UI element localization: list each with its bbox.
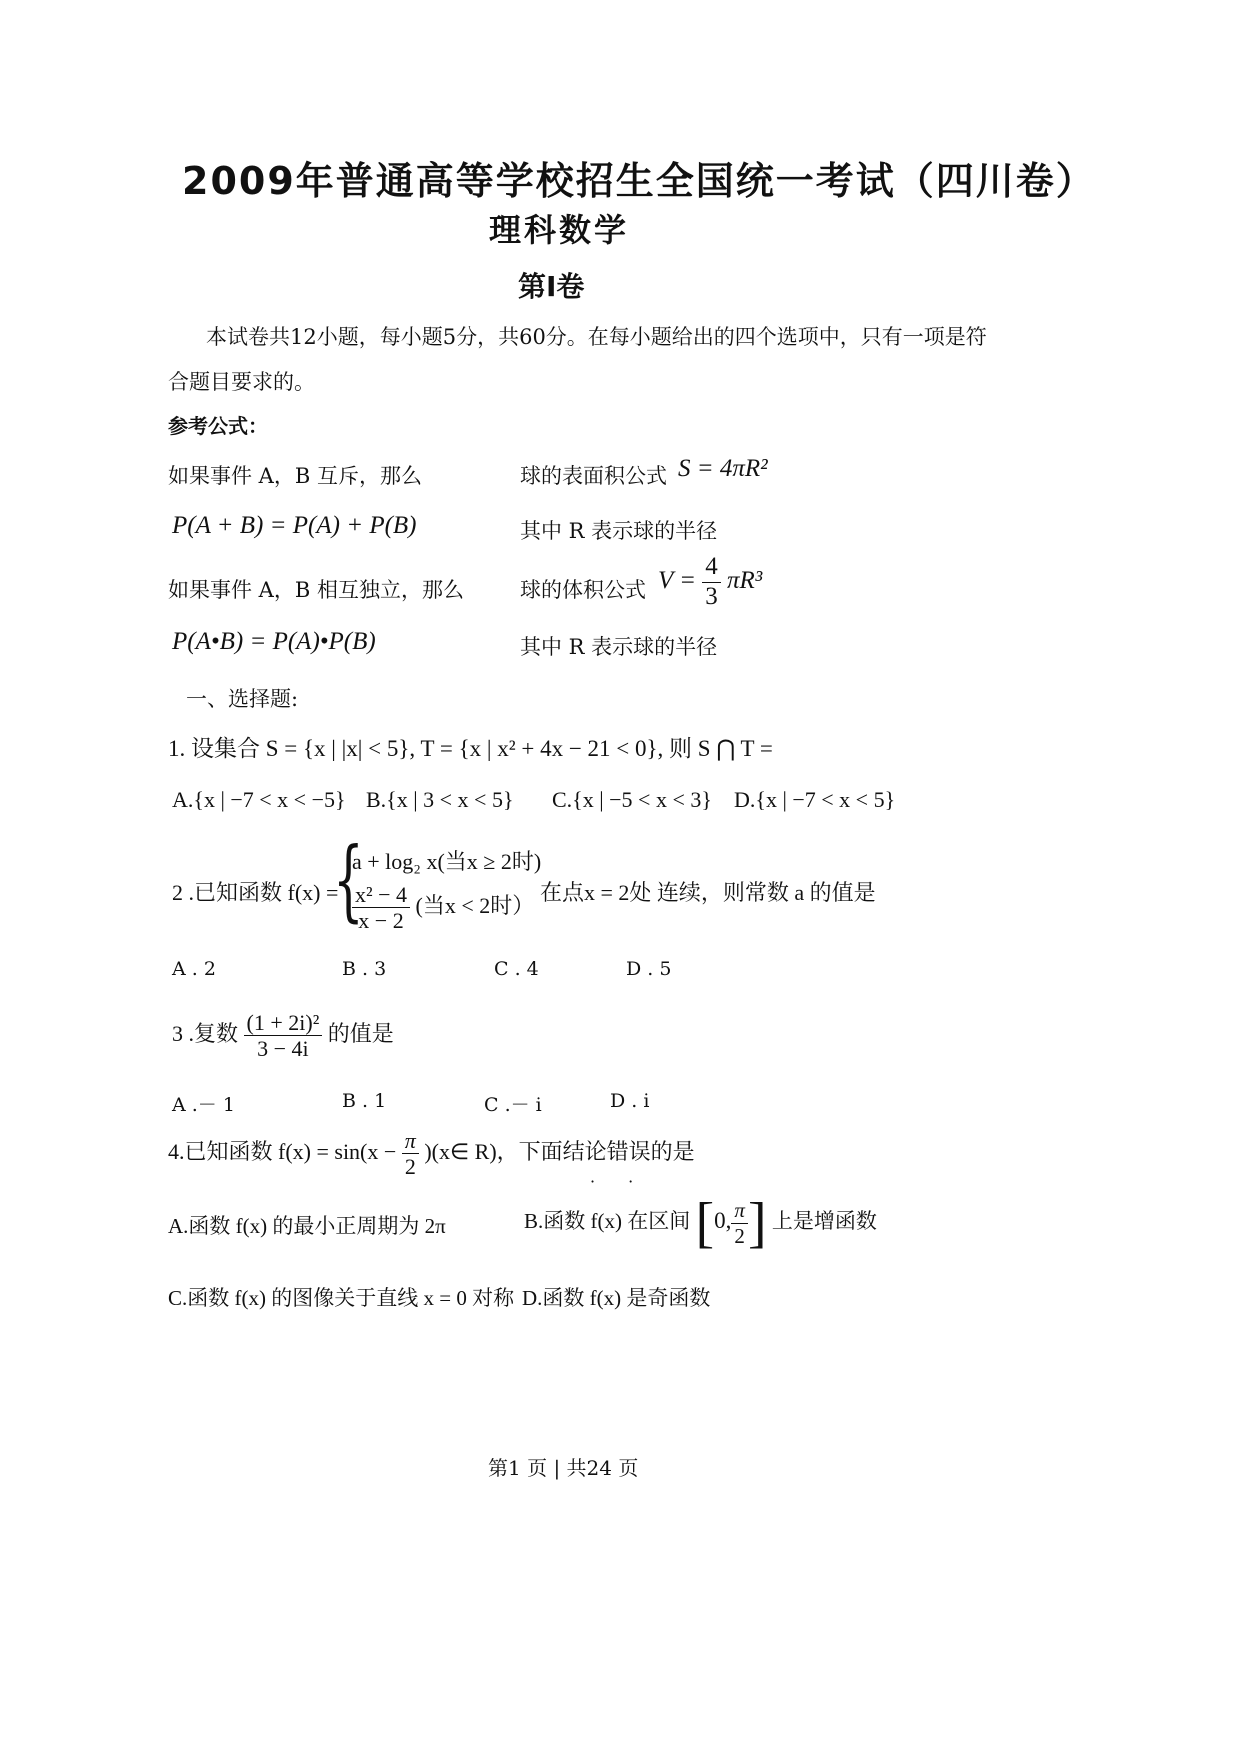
q3-num: (1 + 2i)² bbox=[244, 1010, 323, 1036]
formula-heading: 参考公式： bbox=[168, 414, 268, 438]
question-3 bbox=[172, 1010, 394, 1062]
q4-option-d: D.函数 f(x) 是奇函数 bbox=[522, 1286, 711, 1310]
formula-left-3: 如果事件 A，B 相互独立，那么 bbox=[168, 578, 464, 602]
q2-prefix: 2 .已知函数 f(x) = bbox=[172, 880, 339, 905]
formula-left-4: P(A•B) = P(A)•P(B) bbox=[172, 628, 376, 655]
q4-prefix: 4.已知函数 f(x) = sin(x − bbox=[168, 1138, 397, 1164]
q3-prefix: 3 .复数 bbox=[172, 1020, 239, 1046]
q4-option-b-fraction bbox=[731, 1198, 748, 1247]
q1-option-a: A.{x | −7 < x < −5} bbox=[172, 787, 346, 812]
q3-den: 3 − 4i bbox=[257, 1036, 309, 1062]
volume-label: 第Ⅰ卷 bbox=[518, 270, 585, 303]
exam-title: 2009年普通高等学校招生全国统一考试（四川卷） bbox=[182, 159, 1096, 203]
q2-case-2-fraction bbox=[352, 882, 410, 934]
volume-rest: πR³ bbox=[726, 566, 763, 594]
q2-option-b: B . 3 bbox=[342, 958, 387, 980]
q4-option-b-pre: B.函数 f(x) 在区间 bbox=[524, 1208, 691, 1233]
q1-option-c: C.{x | −5 < x < 3} bbox=[552, 787, 712, 812]
formula-right-3-math bbox=[658, 553, 762, 612]
q3-option-c: C .－ i bbox=[484, 1094, 542, 1116]
q2-case-2 bbox=[352, 882, 534, 934]
exam-subtitle: 理科数学 bbox=[489, 211, 630, 249]
q3-option-a: A .－ 1 bbox=[172, 1094, 235, 1116]
q4-option-b-post: 上是增函数 bbox=[771, 1208, 877, 1233]
q2-brace: { bbox=[333, 828, 364, 931]
formula-right-1-text: 球的表面积公式 bbox=[520, 464, 667, 488]
q3-option-b: B . 1 bbox=[342, 1090, 387, 1112]
volume-fraction-den: 3 bbox=[705, 582, 718, 610]
formula-left-2: P(A + B) = P(A) + P(B) bbox=[172, 512, 417, 539]
q2-option-d: D . 5 bbox=[626, 958, 672, 980]
q2-case-2-den: x − 2 bbox=[358, 908, 404, 934]
question-1: 1. 设集合 S = {x | |x| < 5}, T = {x | x² + 4x − 21 < 0}, 则 S ⋂ T = bbox=[168, 736, 773, 761]
q2-suffix: 在点x = 2处 连续，则常数 a 的值是 bbox=[540, 880, 876, 905]
q4-option-b bbox=[524, 1192, 877, 1254]
q4-option-b-interval-a: 0, bbox=[714, 1207, 732, 1233]
q4-rest: )(x∈ R)，下面结论错误的是 bbox=[424, 1138, 695, 1164]
q4-den: 2 bbox=[404, 1154, 416, 1180]
interval-open-bracket: [ bbox=[695, 1192, 715, 1254]
q3-suffix: 的值是 bbox=[327, 1020, 394, 1046]
volume-fraction bbox=[702, 553, 721, 612]
q3-fraction bbox=[244, 1010, 323, 1062]
volume-fraction-num: 4 bbox=[702, 553, 721, 583]
section-heading: 一、选择题: bbox=[186, 687, 299, 711]
q4-option-c: C.函数 f(x) 的图像关于直线 x = 0 对称 bbox=[168, 1286, 515, 1310]
formula-right-1-math: S = 4πR² bbox=[678, 455, 768, 482]
volume-lhs: V = bbox=[658, 566, 696, 594]
interval-close-bracket: ] bbox=[747, 1192, 767, 1254]
formula-right-4: 其中 R 表示球的半径 bbox=[520, 635, 718, 659]
q2-case-1: a + log₂ x(当x ≥ 2时) bbox=[352, 849, 542, 874]
q2-case-2-cond: (当x < 2时） bbox=[415, 892, 535, 918]
page-footer: 第1 页 | 共24 页 bbox=[488, 1456, 639, 1480]
q2-option-c: C . 4 bbox=[494, 958, 539, 980]
q3-option-d: D . i bbox=[610, 1090, 650, 1112]
q1-option-b: B.{x | 3 < x < 5} bbox=[366, 787, 514, 812]
q4-option-b-den: 2 bbox=[734, 1223, 745, 1248]
q2-case-2-num: x² − 4 bbox=[352, 882, 410, 908]
q4-num: π bbox=[402, 1128, 419, 1154]
formula-right-3-text: 球的体积公式 bbox=[520, 578, 646, 602]
intro-line-2: 合题目要求的。 bbox=[168, 370, 315, 394]
q1-option-d: D.{x | −7 < x < 5} bbox=[734, 787, 896, 812]
q4-option-b-num: π bbox=[731, 1198, 748, 1223]
q4-option-a: A.函数 f(x) 的最小正周期为 2π bbox=[168, 1214, 446, 1238]
formula-left-1: 如果事件 A，B 互斥，那么 bbox=[168, 464, 422, 488]
emphasis-dots: · · bbox=[590, 1172, 648, 1191]
q2-option-a: A . 2 bbox=[172, 958, 216, 980]
q4-fraction bbox=[402, 1128, 419, 1180]
intro-line-1: 本试卷共12小题，每小题5分，共60分。在每小题给出的四个选项中，只有一项是符 bbox=[206, 325, 987, 349]
formula-right-2: 其中 R 表示球的半径 bbox=[520, 519, 718, 543]
